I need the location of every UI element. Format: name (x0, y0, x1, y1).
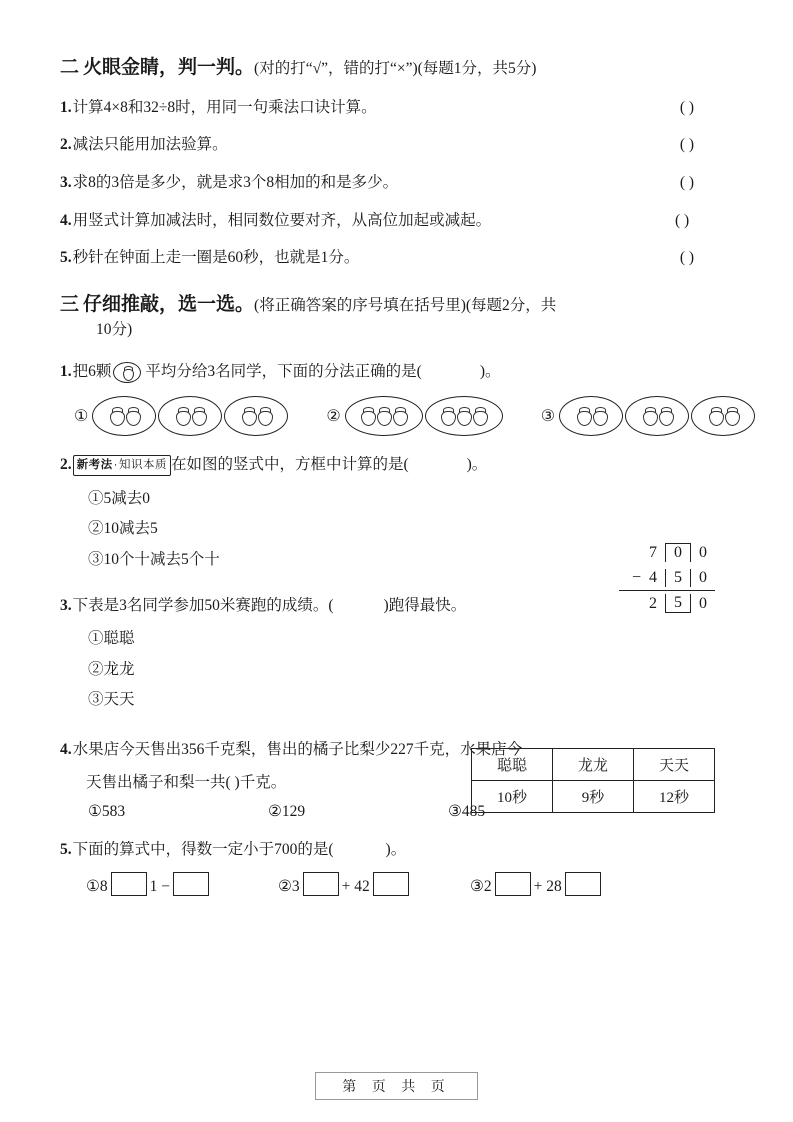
page-number-text: 第 页 共 页 (315, 1072, 478, 1100)
table-row-times (472, 781, 715, 813)
tf-item-1-text: 计算4×8和32÷8时，用同一句乘法口诀计算。 (72, 98, 377, 116)
choice-q5-option-2-mid: + 42 (341, 878, 370, 896)
choice-q1-text-a: 把6颗 (72, 362, 112, 380)
berry-group (691, 396, 755, 436)
tf-item-4-answer-paren[interactable]: ( ) (675, 211, 690, 229)
choice-q2-option-2[interactable]: ②10减去5 (88, 520, 158, 538)
tf-item-3-num: 3. (60, 174, 72, 192)
choice-q2-text (73, 454, 733, 476)
tf-item-4-text: 用竖式计算加减法时，相同数位要对齐，从高位加起或减起。 (72, 211, 492, 229)
choice-q2-num: 2. (60, 456, 72, 474)
berry-group (224, 396, 288, 436)
choice-q1-options (60, 396, 733, 436)
tf-item-1-num: 1. (60, 98, 72, 116)
tf-item-2 (60, 134, 733, 156)
answer-blank-box[interactable] (303, 872, 339, 896)
strawberry-icon (241, 407, 256, 425)
answer-blank-box[interactable] (373, 872, 409, 896)
minus-sign-icon: − (631, 568, 641, 586)
vertical-row-minuend (619, 540, 715, 565)
choice-q4-option-3[interactable]: ③485 (448, 802, 486, 820)
choice-q4-line1: 水果店今天售出356千克梨，售出的橘子比梨少227千克，水果店今 (72, 741, 523, 759)
choice-q5-option-2-mark: ② (278, 878, 292, 896)
choice-q5-num: 5. (60, 840, 72, 858)
strawberry-icon (175, 407, 190, 425)
choice-q5-stem-end: )。 (385, 840, 407, 858)
strawberry-icon (191, 407, 206, 425)
vertical-digit: 7 (649, 543, 657, 561)
choice-q1 (60, 361, 733, 387)
section-two-marker: 二 (60, 57, 80, 78)
section-two-desc: (对的打“√”，错的打“×”)(每题1分，共5分) (254, 60, 537, 77)
choice-q5-option-2[interactable] (278, 872, 470, 896)
strawberry-icon (724, 407, 739, 425)
table-cell-time: 9秒 (553, 781, 634, 813)
vertical-row-subtrahend (619, 565, 715, 590)
strawberry-icon (257, 407, 272, 425)
vertical-row-result (619, 591, 715, 616)
choice-q1-option-1-mark: ① (74, 408, 89, 426)
strawberry-icon (360, 407, 375, 425)
strawberry-inline-icon (113, 362, 143, 386)
berry-group (559, 396, 623, 436)
tf-item-5 (60, 247, 733, 269)
choice-q1-option-1[interactable] (74, 396, 290, 436)
vertical-digit-boxed: 5 (665, 569, 691, 587)
strawberry-icon (708, 407, 723, 425)
table-row-names (472, 749, 715, 781)
choice-q1-text-b: 平均分给3名同学，下面的分法正确的是( (145, 362, 422, 380)
strawberry-icon (376, 407, 391, 425)
section-three-desc-line2: 10分) (96, 320, 133, 338)
choice-q3-options (60, 624, 733, 715)
tf-item-2-num: 2. (60, 136, 72, 154)
vertical-digit: 2 (649, 594, 657, 612)
choice-q5-text (73, 839, 733, 861)
tf-item-2-text: 减法只能用加法验算。 (72, 136, 228, 154)
choice-q5-option-1-lead: 8 (99, 878, 108, 896)
berry-group (158, 396, 222, 436)
table-cell-name: 天天 (634, 749, 715, 781)
tf-item-3 (60, 172, 733, 194)
section-three-title: 仔细推敲，选一选。 (83, 294, 255, 316)
strawberry-icon (392, 407, 407, 425)
choice-q5-option-2-lead: 3 (291, 878, 300, 896)
answer-blank-box[interactable] (111, 872, 147, 896)
new-exam-method-badge: 新考法·知识本质 (73, 455, 171, 475)
choice-q2-option-3[interactable]: ③10个十减去5个十 (88, 550, 220, 568)
choice-q1-option-3[interactable] (541, 396, 757, 436)
choice-q5-option-3-lead: 2 (483, 878, 492, 896)
race-score-table (471, 748, 715, 813)
choice-q5-option-1-mid: 1 − (149, 878, 171, 896)
strawberry-icon (592, 407, 607, 425)
tf-item-3-text: 求8的3倍是多少，就是求3个8相加的和是多少。 (72, 174, 399, 192)
choice-q3-stem-end: )跑得最快。 (383, 596, 467, 614)
table-cell-time: 10秒 (472, 781, 553, 813)
table-cell-time: 12秒 (634, 781, 715, 813)
berry-group (92, 396, 156, 436)
choice-q1-option-2[interactable] (326, 396, 504, 436)
choice-q2 (60, 454, 733, 476)
tf-item-4 (60, 210, 733, 232)
choice-q5 (60, 839, 733, 861)
choice-q2-stem: 在如图的竖式中，方框中计算的是( (170, 456, 409, 474)
berry-group (345, 396, 423, 436)
choice-q5-option-3[interactable] (470, 872, 662, 896)
table-cell-name: 聪聪 (472, 749, 553, 781)
choice-q5-option-3-mid: + 28 (533, 878, 562, 896)
choice-q5-option-1-mark: ① (86, 878, 100, 896)
choice-q1-option-2-mark: ② (326, 408, 341, 426)
berry-group (625, 396, 689, 436)
tf-item-3-answer-paren[interactable]: ( ) (679, 174, 695, 192)
tf-item-1 (60, 97, 733, 119)
table-cell-name: 龙龙 (553, 749, 634, 781)
strawberry-icon (125, 407, 140, 425)
choice-q4-option-1[interactable]: ①583 (88, 802, 126, 820)
choice-q2-stem-end: )。 (466, 456, 488, 474)
choice-q4-option-2[interactable]: ②129 (268, 802, 306, 820)
choice-q5-options (60, 872, 733, 896)
choice-q5-option-3-mark: ③ (470, 878, 484, 896)
vertical-digit: 0 (699, 594, 707, 612)
choice-q3-num: 3. (60, 596, 72, 614)
choice-q4-line2: 天售出橘子和梨一共( )千克。 (86, 773, 287, 791)
choice-q1-num: 1. (60, 362, 72, 380)
vertical-digit-boxed: 5 (665, 594, 691, 613)
tf-item-5-text: 秒针在钟面上走一圈是60秒，也就是1分。 (72, 249, 360, 267)
choice-q1-option-3-mark: ③ (540, 408, 556, 426)
answer-blank-box[interactable] (495, 872, 531, 896)
berry-group (425, 396, 503, 436)
tf-item-5-num: 5. (60, 249, 72, 267)
tf-item-1-answer-paren[interactable]: ( ) (679, 98, 695, 116)
section-two-title: 火眼金睛，判一判。 (83, 57, 255, 78)
section-three-desc: (将正确答案的序号填在括号里)(每题2分，共 (254, 297, 557, 315)
badge-sub: 知识本质 (118, 459, 167, 472)
vertical-digit: 4 (649, 568, 657, 586)
badge-main: 新考法 (76, 459, 113, 472)
section-two-header (60, 56, 733, 81)
strawberry-icon (109, 407, 124, 425)
strawberry-icon (642, 407, 657, 425)
choice-q3-option-1[interactable]: ①聪聪 (88, 630, 135, 648)
strawberry-icon (456, 407, 471, 425)
choice-q3-option-2[interactable]: ②龙龙 (88, 660, 135, 678)
strawberry-icon (440, 407, 455, 425)
vertical-subtraction-figure (619, 540, 715, 616)
tf-item-5-answer-paren[interactable]: ( ) (679, 249, 695, 267)
choice-q1-text (73, 361, 733, 387)
strawberry-icon (658, 407, 673, 425)
strawberry-icon (576, 407, 591, 425)
choice-q3-stem: 下表是3名同学参加50米赛跑的成绩。( (72, 596, 334, 614)
choice-q2-option-1[interactable]: ①5减去0 (88, 490, 151, 508)
tf-item-2-answer-paren[interactable]: ( ) (679, 136, 695, 154)
strawberry-icon (472, 407, 487, 425)
answer-blank-box[interactable] (565, 872, 601, 896)
choice-q4-num: 4. (60, 741, 72, 759)
choice-q5-stem: 下面的算式中，得数一定小于700的是( (72, 840, 334, 858)
page-footer (0, 1072, 793, 1100)
section-three-marker: 三 (60, 294, 80, 316)
choice-q5-option-1[interactable] (86, 872, 278, 896)
choice-q3-option-3[interactable]: ③天天 (88, 690, 135, 708)
vertical-digit: 0 (699, 543, 707, 561)
vertical-digit: 0 (699, 568, 707, 586)
answer-blank-box[interactable] (173, 872, 209, 896)
choice-q1-text-c: )。 (479, 362, 501, 380)
vertical-digit-boxed: 0 (665, 543, 691, 562)
section-three-header (60, 293, 733, 318)
tf-item-4-num: 4. (60, 211, 72, 229)
